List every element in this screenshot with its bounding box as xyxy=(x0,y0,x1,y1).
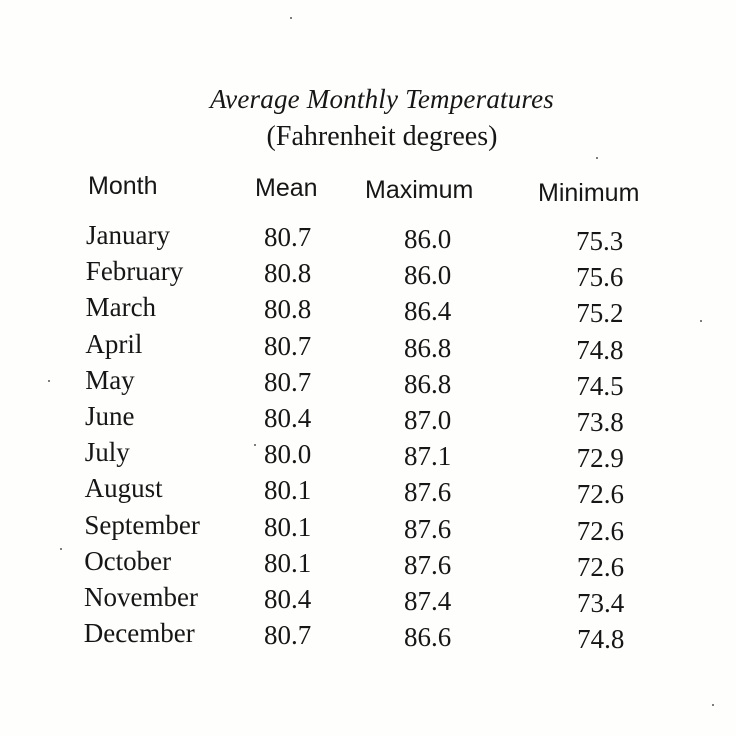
cell-maximum: 87.6 xyxy=(404,513,452,544)
scan-speck xyxy=(254,444,256,446)
cell-month: December xyxy=(83,618,195,649)
cell-minimum: 72.6 xyxy=(576,479,624,510)
header-month: Month xyxy=(88,172,158,200)
table-subtitle: (Fahrenheit degrees) xyxy=(266,121,498,152)
cell-mean: 80.8 xyxy=(264,258,312,289)
cell-maximum: 87.0 xyxy=(404,405,452,435)
scan-speck xyxy=(48,380,50,382)
cell-month: January xyxy=(86,220,170,250)
scan-speck xyxy=(712,704,714,706)
cell-minimum: 72.9 xyxy=(576,443,624,474)
scan-speck xyxy=(596,157,598,159)
cell-minimum: 75.3 xyxy=(576,226,624,256)
cell-mean: 80.0 xyxy=(264,439,312,470)
cell-maximum: 86.4 xyxy=(404,296,452,327)
cell-maximum: 87.6 xyxy=(404,477,452,508)
table-title: Average Monthly Temperatures xyxy=(209,84,555,114)
cell-month: July xyxy=(84,437,130,468)
cell-month: September xyxy=(84,509,200,540)
scan-speck xyxy=(290,17,292,19)
header-minimum: Minimum xyxy=(538,179,640,207)
cell-mean: 80.1 xyxy=(264,511,312,542)
cell-month: March xyxy=(85,292,157,323)
cell-minimum: 75.2 xyxy=(576,298,624,329)
cell-mean: 80.7 xyxy=(264,330,312,361)
cell-maximum: 87.6 xyxy=(404,549,452,580)
cell-month: June xyxy=(85,401,135,431)
cell-minimum: 73.4 xyxy=(577,588,625,618)
cell-month: April xyxy=(85,328,143,359)
cell-minimum: 72.6 xyxy=(576,551,625,582)
cell-mean: 80.4 xyxy=(264,403,312,433)
cell-mean: 80.4 xyxy=(264,584,312,614)
cell-maximum: 86.6 xyxy=(404,622,452,653)
cell-maximum: 86.0 xyxy=(404,260,452,291)
header-maximum: Maximum xyxy=(365,176,474,204)
cell-maximum: 87.1 xyxy=(404,441,452,472)
cell-month: October xyxy=(84,545,172,576)
cell-minimum: 75.6 xyxy=(576,262,624,293)
cell-maximum: 87.4 xyxy=(404,586,452,616)
cell-mean: 80.7 xyxy=(264,222,312,252)
cell-minimum: 73.8 xyxy=(576,407,624,437)
cell-minimum: 74.8 xyxy=(577,624,625,655)
cell-minimum: 72.6 xyxy=(576,515,625,546)
cell-maximum: 86.8 xyxy=(404,332,452,363)
cell-mean: 80.7 xyxy=(264,366,312,397)
cell-mean: 80.1 xyxy=(264,475,312,506)
scan-speck xyxy=(60,548,62,550)
cell-month: November xyxy=(84,582,198,612)
cell-minimum: 74.8 xyxy=(576,334,624,365)
cell-maximum: 86.8 xyxy=(404,368,452,399)
cell-minimum: 74.5 xyxy=(576,370,624,401)
scan-speck xyxy=(700,320,702,322)
cell-mean: 80.7 xyxy=(264,620,312,651)
cell-month: August xyxy=(84,473,163,504)
header-mean: Mean xyxy=(255,174,318,202)
cell-month: February xyxy=(85,256,184,287)
cell-mean: 80.1 xyxy=(264,547,312,578)
cell-mean: 80.8 xyxy=(264,294,312,325)
cell-maximum: 86.0 xyxy=(404,224,452,254)
cell-month: May xyxy=(85,364,135,395)
